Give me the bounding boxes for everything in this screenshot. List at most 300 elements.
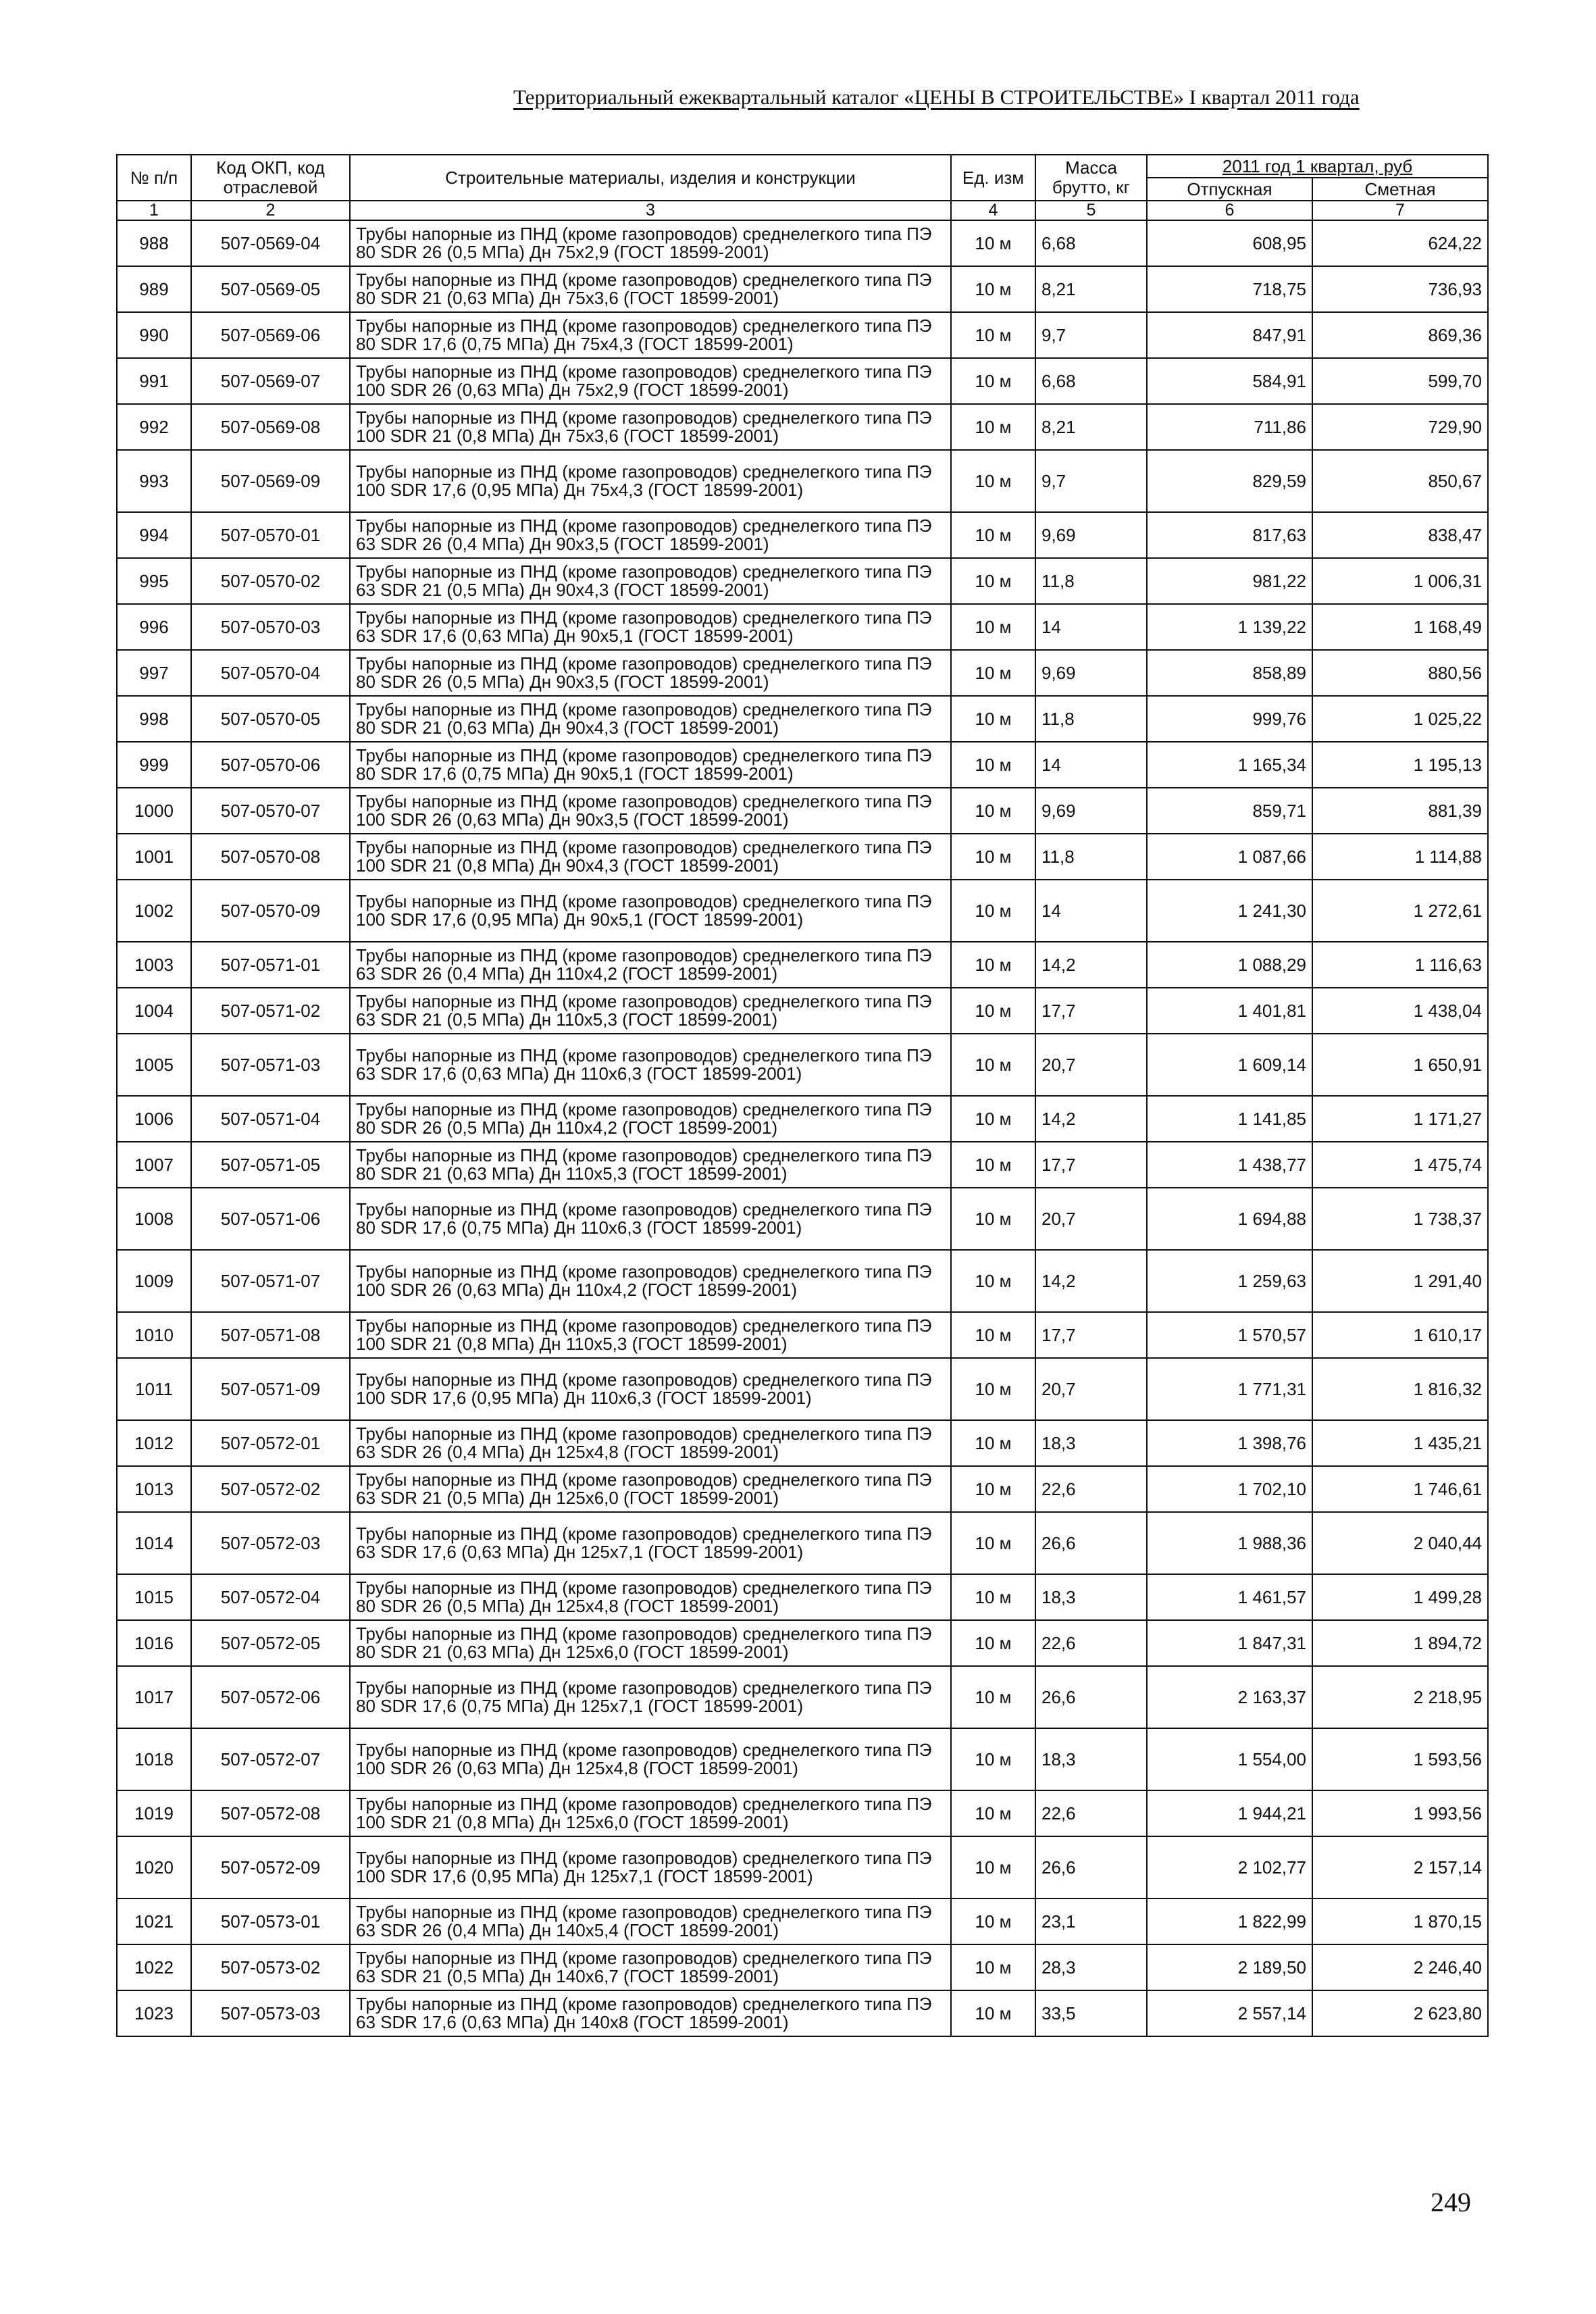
estimate-price-cell: 1 006,31 [1312, 558, 1488, 604]
gross-mass-cell: 11,8 [1035, 696, 1147, 742]
gross-mass-cell: 8,21 [1035, 404, 1147, 450]
okp-code-cell: 507-0570-06 [191, 742, 350, 788]
item-name-cell: Трубы напорные из ПНД (кроме газопроводов) среднелегкого типа ПЭ 63 SDR 21 (0,5 МПа) Дн 140х6,7 (ГОСТ 18599-2001) [350, 1944, 951, 1990]
table-row [117, 988, 1488, 1034]
row-number-cell: 998 [117, 696, 191, 742]
row-number-cell: 1010 [117, 1312, 191, 1358]
okp-code-cell: 507-0572-07 [191, 1728, 350, 1790]
row-number-cell: 1001 [117, 834, 191, 880]
item-name-cell: Трубы напорные из ПНД (кроме газопроводов) среднелегкого типа ПЭ 63 SDR 21 (0,5 МПа) Дн 110х5,3 (ГОСТ 18599-2001) [350, 988, 951, 1034]
okp-code-cell: 507-0572-09 [191, 1836, 350, 1898]
table-row [117, 358, 1488, 404]
item-name-cell: Трубы напорные из ПНД (кроме газопроводов) среднелегкого типа ПЭ 100 SDR 26 (0,63 МПа) Дн 110х4,2 (ГОСТ 18599-2001) [350, 1250, 951, 1312]
gross-mass-cell: 9,69 [1035, 788, 1147, 834]
estimate-price-cell: 1 610,17 [1312, 1312, 1488, 1358]
okp-code-cell: 507-0571-07 [191, 1250, 350, 1312]
okp-code-cell: 507-0571-03 [191, 1034, 350, 1096]
release-price-cell: 1 088,29 [1147, 942, 1312, 988]
row-number-cell: 991 [117, 358, 191, 404]
header-num: № п/п [117, 155, 191, 201]
table-row [117, 1142, 1488, 1188]
estimate-price-cell: 881,39 [1312, 788, 1488, 834]
unit-cell: 10 м [951, 942, 1035, 988]
page-header-title: Территориальный ежеквартальный каталог «ЦЕНЫ В СТРОИТЕЛЬСТВЕ» I квартал 2011 года [513, 85, 1360, 109]
item-name-cell: Трубы напорные из ПНД (кроме газопроводов) среднелегкого типа ПЭ 63 SDR 26 (0,4 МПа) Дн 110х4,2 (ГОСТ 18599-2001) [350, 942, 951, 988]
release-price-cell: 859,71 [1147, 788, 1312, 834]
okp-code-cell: 507-0571-04 [191, 1096, 350, 1142]
okp-code-cell: 507-0571-06 [191, 1188, 350, 1250]
gross-mass-cell: 18,3 [1035, 1574, 1147, 1620]
okp-code-cell: 507-0573-01 [191, 1898, 350, 1944]
release-price-cell: 1 944,21 [1147, 1790, 1312, 1836]
unit-cell: 10 м [951, 604, 1035, 650]
column-number: 3 [350, 201, 951, 220]
item-name-cell: Трубы напорные из ПНД (кроме газопроводов) среднелегкого типа ПЭ 80 SDR 17,6 (0,75 МПа) Дн 125х7,1 (ГОСТ 18599-2001) [350, 1666, 951, 1728]
okp-code-cell: 507-0571-09 [191, 1358, 350, 1420]
okp-code-cell: 507-0572-05 [191, 1620, 350, 1666]
table-row [117, 604, 1488, 650]
okp-code-cell: 507-0570-09 [191, 880, 350, 942]
table-row [117, 450, 1488, 512]
release-price-cell: 711,86 [1147, 404, 1312, 450]
release-price-cell: 1 139,22 [1147, 604, 1312, 650]
okp-code-cell: 507-0569-07 [191, 358, 350, 404]
release-price-cell: 981,22 [1147, 558, 1312, 604]
gross-mass-cell: 18,3 [1035, 1420, 1147, 1466]
item-name-cell: Трубы напорные из ПНД (кроме газопроводов) среднелегкого типа ПЭ 100 SDR 26 (0,63 МПа) Дн 125х4,8 (ГОСТ 18599-2001) [350, 1728, 951, 1790]
item-name-cell: Трубы напорные из ПНД (кроме газопроводов) среднелегкого типа ПЭ 80 SDR 21 (0,63 МПа) Дн 90х4,3 (ГОСТ 18599-2001) [350, 696, 951, 742]
item-name-cell: Трубы напорные из ПНД (кроме газопроводов) среднелегкого типа ПЭ 63 SDR 17,6 (0,63 МПа) Дн 125х7,1 (ГОСТ 18599-2001) [350, 1512, 951, 1574]
item-name-cell: Трубы напорные из ПНД (кроме газопроводов) среднелегкого типа ПЭ 80 SDR 17,6 (0,75 МПа) Дн 90х5,1 (ГОСТ 18599-2001) [350, 742, 951, 788]
item-name-cell: Трубы напорные из ПНД (кроме газопроводов) среднелегкого типа ПЭ 63 SDR 21 (0,5 МПа) Дн 125х6,0 (ГОСТ 18599-2001) [350, 1466, 951, 1512]
gross-mass-cell: 20,7 [1035, 1358, 1147, 1420]
row-number-cell: 1023 [117, 1990, 191, 2036]
row-number-cell: 1021 [117, 1898, 191, 1944]
gross-mass-cell: 8,21 [1035, 266, 1147, 312]
gross-mass-cell: 23,1 [1035, 1898, 1147, 1944]
unit-cell: 10 м [951, 1790, 1035, 1836]
row-number-cell: 1006 [117, 1096, 191, 1142]
gross-mass-cell: 28,3 [1035, 1944, 1147, 1990]
release-price-cell: 1 847,31 [1147, 1620, 1312, 1666]
unit-cell: 10 м [951, 358, 1035, 404]
estimate-price-cell: 1 116,63 [1312, 942, 1488, 988]
estimate-price-cell: 736,93 [1312, 266, 1488, 312]
release-price-cell: 847,91 [1147, 312, 1312, 358]
item-name-cell: Трубы напорные из ПНД (кроме газопроводов) среднелегкого типа ПЭ 80 SDR 21 (0,63 МПа) Дн 110х5,3 (ГОСТ 18599-2001) [350, 1142, 951, 1188]
item-name-cell: Трубы напорные из ПНД (кроме газопроводов) среднелегкого типа ПЭ 80 SDR 26 (0,5 МПа) Дн 110х4,2 (ГОСТ 18599-2001) [350, 1096, 951, 1142]
okp-code-cell: 507-0570-05 [191, 696, 350, 742]
item-name-cell: Трубы напорные из ПНД (кроме газопроводов) среднелегкого типа ПЭ 100 SDR 21 (0,8 МПа) Дн 75х3,6 (ГОСТ 18599-2001) [350, 404, 951, 450]
column-number-row [117, 201, 1488, 220]
release-price-cell: 2 557,14 [1147, 1990, 1312, 2036]
okp-code-cell: 507-0572-03 [191, 1512, 350, 1574]
release-price-cell: 1 822,99 [1147, 1898, 1312, 1944]
item-name-cell: Трубы напорные из ПНД (кроме газопроводов) среднелегкого типа ПЭ 63 SDR 21 (0,5 МПа) Дн 90х4,3 (ГОСТ 18599-2001) [350, 558, 951, 604]
page-number: 249 [1431, 2187, 1471, 2217]
gross-mass-cell: 17,7 [1035, 988, 1147, 1034]
row-number-cell: 1020 [117, 1836, 191, 1898]
header-estimate-price: Сметная [1312, 178, 1488, 201]
table-row [117, 1096, 1488, 1142]
okp-code-cell: 507-0569-08 [191, 404, 350, 450]
item-name-cell: Трубы напорные из ПНД (кроме газопроводов) среднелегкого типа ПЭ 63 SDR 17,6 (0,63 МПа) Дн 140х8 (ГОСТ 18599-2001) [350, 1990, 951, 2036]
okp-code-cell: 507-0571-05 [191, 1142, 350, 1188]
row-number-cell: 1005 [117, 1034, 191, 1096]
table-row [117, 1250, 1488, 1312]
estimate-price-cell: 1 650,91 [1312, 1034, 1488, 1096]
item-name-cell: Трубы напорные из ПНД (кроме газопроводов) среднелегкого типа ПЭ 80 SDR 21 (0,63 МПа) Дн 125х6,0 (ГОСТ 18599-2001) [350, 1620, 951, 1666]
unit-cell: 10 м [951, 1312, 1035, 1358]
table-row [117, 1188, 1488, 1250]
column-number: 2 [191, 201, 350, 220]
unit-cell: 10 м [951, 1512, 1035, 1574]
estimate-price-cell: 2 218,95 [1312, 1666, 1488, 1728]
release-price-cell: 999,76 [1147, 696, 1312, 742]
gross-mass-cell: 11,8 [1035, 834, 1147, 880]
header-code: Код ОКП, код отраслевой [191, 155, 350, 201]
estimate-price-cell: 1 272,61 [1312, 880, 1488, 942]
estimate-price-cell: 880,56 [1312, 650, 1488, 696]
unit-cell: 10 м [951, 788, 1035, 834]
row-number-cell: 995 [117, 558, 191, 604]
table-row [117, 1312, 1488, 1358]
row-number-cell: 1011 [117, 1358, 191, 1420]
release-price-cell: 1 609,14 [1147, 1034, 1312, 1096]
gross-mass-cell: 14 [1035, 880, 1147, 942]
estimate-price-cell: 1 114,88 [1312, 834, 1488, 880]
header-mass: Масса брутто, кг [1035, 155, 1147, 201]
column-number: 6 [1147, 201, 1312, 220]
estimate-price-cell: 1 438,04 [1312, 988, 1488, 1034]
row-number-cell: 1018 [117, 1728, 191, 1790]
okp-code-cell: 507-0572-04 [191, 1574, 350, 1620]
okp-code-cell: 507-0572-01 [191, 1420, 350, 1466]
row-number-cell: 994 [117, 512, 191, 558]
gross-mass-cell: 11,8 [1035, 558, 1147, 604]
header-unit: Ед. изм [951, 155, 1035, 201]
okp-code-cell: 507-0571-01 [191, 942, 350, 988]
unit-cell: 10 м [951, 1620, 1035, 1666]
unit-cell: 10 м [951, 512, 1035, 558]
table-header [117, 155, 1488, 220]
release-price-cell: 2 102,77 [1147, 1836, 1312, 1898]
row-number-cell: 1017 [117, 1666, 191, 1728]
estimate-price-cell: 1 746,61 [1312, 1466, 1488, 1512]
item-name-cell: Трубы напорные из ПНД (кроме газопроводов) среднелегкого типа ПЭ 63 SDR 17,6 (0,63 МПа) Дн 110х6,3 (ГОСТ 18599-2001) [350, 1034, 951, 1096]
unit-cell: 10 м [951, 1898, 1035, 1944]
release-price-cell: 1 398,76 [1147, 1420, 1312, 1466]
table-body [117, 220, 1488, 2036]
unit-cell: 10 м [951, 1990, 1035, 2036]
row-number-cell: 1000 [117, 788, 191, 834]
row-number-cell: 1009 [117, 1250, 191, 1312]
column-number: 1 [117, 201, 191, 220]
table-row [117, 834, 1488, 880]
okp-code-cell: 507-0569-09 [191, 450, 350, 512]
table-row [117, 1944, 1488, 1990]
estimate-price-cell: 599,70 [1312, 358, 1488, 404]
release-price-cell: 1 694,88 [1147, 1188, 1312, 1250]
estimate-price-cell: 1 499,28 [1312, 1574, 1488, 1620]
table-row [117, 1512, 1488, 1574]
item-name-cell: Трубы напорные из ПНД (кроме газопроводов) среднелегкого типа ПЭ 80 SDR 17,6 (0,75 МПа) Дн 75х4,3 (ГОСТ 18599-2001) [350, 312, 951, 358]
table-row [117, 266, 1488, 312]
row-number-cell: 988 [117, 220, 191, 266]
okp-code-cell: 507-0573-03 [191, 1990, 350, 2036]
estimate-price-cell: 1 475,74 [1312, 1142, 1488, 1188]
row-number-cell: 996 [117, 604, 191, 650]
gross-mass-cell: 20,7 [1035, 1188, 1147, 1250]
gross-mass-cell: 9,7 [1035, 450, 1147, 512]
release-price-cell: 1 461,57 [1147, 1574, 1312, 1620]
row-number-cell: 993 [117, 450, 191, 512]
estimate-price-cell: 1 171,27 [1312, 1096, 1488, 1142]
gross-mass-cell: 18,3 [1035, 1728, 1147, 1790]
okp-code-cell: 507-0572-08 [191, 1790, 350, 1836]
release-price-cell: 1 141,85 [1147, 1096, 1312, 1142]
table-row [117, 312, 1488, 358]
release-price-cell: 1 570,57 [1147, 1312, 1312, 1358]
estimate-price-cell: 1 816,32 [1312, 1358, 1488, 1420]
unit-cell: 10 м [951, 1836, 1035, 1898]
item-name-cell: Трубы напорные из ПНД (кроме газопроводов) среднелегкого типа ПЭ 100 SDR 21 (0,8 МПа) Дн 110х5,3 (ГОСТ 18599-2001) [350, 1312, 951, 1358]
release-price-cell: 817,63 [1147, 512, 1312, 558]
gross-mass-cell: 14,2 [1035, 1096, 1147, 1142]
release-price-cell: 2 163,37 [1147, 1666, 1312, 1728]
gross-mass-cell: 9,69 [1035, 650, 1147, 696]
row-number-cell: 1012 [117, 1420, 191, 1466]
unit-cell: 10 м [951, 1944, 1035, 1990]
gross-mass-cell: 14,2 [1035, 942, 1147, 988]
gross-mass-cell: 22,6 [1035, 1790, 1147, 1836]
unit-cell: 10 м [951, 988, 1035, 1034]
gross-mass-cell: 9,7 [1035, 312, 1147, 358]
item-name-cell: Трубы напорные из ПНД (кроме газопроводов) среднелегкого типа ПЭ 63 SDR 26 (0,4 МПа) Дн 90х3,5 (ГОСТ 18599-2001) [350, 512, 951, 558]
release-price-cell: 1 401,81 [1147, 988, 1312, 1034]
table-row [117, 1358, 1488, 1420]
gross-mass-cell: 20,7 [1035, 1034, 1147, 1096]
unit-cell: 10 м [951, 1420, 1035, 1466]
table-row [117, 1466, 1488, 1512]
item-name-cell: Трубы напорные из ПНД (кроме газопроводов) среднелегкого типа ПЭ 80 SDR 26 (0,5 МПа) Дн 90х3,5 (ГОСТ 18599-2001) [350, 650, 951, 696]
item-name-cell: Трубы напорные из ПНД (кроме газопроводов) среднелегкого типа ПЭ 100 SDR 26 (0,63 МПа) Дн 90х3,5 (ГОСТ 18599-2001) [350, 788, 951, 834]
okp-code-cell: 507-0570-02 [191, 558, 350, 604]
item-name-cell: Трубы напорные из ПНД (кроме газопроводов) среднелегкого типа ПЭ 80 SDR 21 (0,63 МПа) Дн 75х3,6 (ГОСТ 18599-2001) [350, 266, 951, 312]
release-price-cell: 718,75 [1147, 266, 1312, 312]
release-price-cell: 1 241,30 [1147, 880, 1312, 942]
table-row [117, 1790, 1488, 1836]
release-price-cell: 1 259,63 [1147, 1250, 1312, 1312]
estimate-price-cell: 2 623,80 [1312, 1990, 1488, 2036]
row-number-cell: 1013 [117, 1466, 191, 1512]
estimate-price-cell: 729,90 [1312, 404, 1488, 450]
release-price-cell: 1 988,36 [1147, 1512, 1312, 1574]
item-name-cell: Трубы напорные из ПНД (кроме газопроводов) среднелегкого типа ПЭ 100 SDR 17,6 (0,95 МПа) Дн 110х6,3 (ГОСТ 18599-2001) [350, 1358, 951, 1420]
table-row [117, 942, 1488, 988]
release-price-cell: 1 771,31 [1147, 1358, 1312, 1420]
unit-cell: 10 м [951, 266, 1035, 312]
okp-code-cell: 507-0569-06 [191, 312, 350, 358]
unit-cell: 10 м [951, 1728, 1035, 1790]
gross-mass-cell: 14,2 [1035, 1250, 1147, 1312]
header-release-price: Отпускная [1147, 178, 1312, 201]
gross-mass-cell: 14 [1035, 604, 1147, 650]
table-row [117, 1836, 1488, 1898]
row-number-cell: 1007 [117, 1142, 191, 1188]
item-name-cell: Трубы напорные из ПНД (кроме газопроводов) среднелегкого типа ПЭ 100 SDR 17,6 (0,95 МПа) Дн 75х4,3 (ГОСТ 18599-2001) [350, 450, 951, 512]
column-number: 4 [951, 201, 1035, 220]
unit-cell: 10 м [951, 1358, 1035, 1420]
unit-cell: 10 м [951, 1250, 1035, 1312]
estimate-price-cell: 2 040,44 [1312, 1512, 1488, 1574]
estimate-price-cell: 869,36 [1312, 312, 1488, 358]
item-name-cell: Трубы напорные из ПНД (кроме газопроводов) среднелегкого типа ПЭ 80 SDR 26 (0,5 МПа) Дн 125х4,8 (ГОСТ 18599-2001) [350, 1574, 951, 1620]
item-name-cell: Трубы напорные из ПНД (кроме газопроводов) среднелегкого типа ПЭ 80 SDR 26 (0,5 МПа) Дн 75х2,9 (ГОСТ 18599-2001) [350, 220, 951, 266]
unit-cell: 10 м [951, 1034, 1035, 1096]
table-row [117, 1574, 1488, 1620]
estimate-price-cell: 2 246,40 [1312, 1944, 1488, 1990]
release-price-cell: 584,91 [1147, 358, 1312, 404]
table-row [117, 1666, 1488, 1728]
estimate-price-cell: 1 195,13 [1312, 742, 1488, 788]
release-price-cell: 608,95 [1147, 220, 1312, 266]
gross-mass-cell: 26,6 [1035, 1666, 1147, 1728]
row-number-cell: 999 [117, 742, 191, 788]
unit-cell: 10 м [951, 696, 1035, 742]
row-number-cell: 989 [117, 266, 191, 312]
unit-cell: 10 м [951, 1096, 1035, 1142]
unit-cell: 10 м [951, 312, 1035, 358]
row-number-cell: 1016 [117, 1620, 191, 1666]
unit-cell: 10 м [951, 1466, 1035, 1512]
item-name-cell: Трубы напорные из ПНД (кроме газопроводов) среднелегкого типа ПЭ 100 SDR 26 (0,63 МПа) Дн 75х2,9 (ГОСТ 18599-2001) [350, 358, 951, 404]
table-row [117, 1990, 1488, 2036]
row-number-cell: 992 [117, 404, 191, 450]
header-name: Строительные материалы, изделия и конструкции [350, 155, 951, 201]
header-period: 2011 год 1 квартал, руб [1147, 155, 1488, 178]
row-number-cell: 1003 [117, 942, 191, 988]
okp-code-cell: 507-0570-08 [191, 834, 350, 880]
row-number-cell: 1004 [117, 988, 191, 1034]
unit-cell: 10 м [951, 558, 1035, 604]
row-number-cell: 1019 [117, 1790, 191, 1836]
table-row [117, 1728, 1488, 1790]
table-row [117, 220, 1488, 266]
gross-mass-cell: 22,6 [1035, 1620, 1147, 1666]
unit-cell: 10 м [951, 1666, 1035, 1728]
gross-mass-cell: 6,68 [1035, 358, 1147, 404]
gross-mass-cell: 26,6 [1035, 1836, 1147, 1898]
estimate-price-cell: 2 157,14 [1312, 1836, 1488, 1898]
row-number-cell: 1015 [117, 1574, 191, 1620]
item-name-cell: Трубы напорные из ПНД (кроме газопроводов) среднелегкого типа ПЭ 63 SDR 26 (0,4 МПа) Дн 125х4,8 (ГОСТ 18599-2001) [350, 1420, 951, 1466]
row-number-cell: 1002 [117, 880, 191, 942]
estimate-price-cell: 838,47 [1312, 512, 1488, 558]
gross-mass-cell: 26,6 [1035, 1512, 1147, 1574]
item-name-cell: Трубы напорные из ПНД (кроме газопроводов) среднелегкого типа ПЭ 100 SDR 17,6 (0,95 МПа) Дн 125х7,1 (ГОСТ 18599-2001) [350, 1836, 951, 1898]
item-name-cell: Трубы напорные из ПНД (кроме газопроводов) среднелегкого типа ПЭ 63 SDR 26 (0,4 МПа) Дн 140х5,4 (ГОСТ 18599-2001) [350, 1898, 951, 1944]
unit-cell: 10 м [951, 880, 1035, 942]
unit-cell: 10 м [951, 220, 1035, 266]
estimate-price-cell: 624,22 [1312, 220, 1488, 266]
item-name-cell: Трубы напорные из ПНД (кроме газопроводов) среднелегкого типа ПЭ 100 SDR 21 (0,8 МПа) Дн 90х4,3 (ГОСТ 18599-2001) [350, 834, 951, 880]
release-price-cell: 1 087,66 [1147, 834, 1312, 880]
gross-mass-cell: 9,69 [1035, 512, 1147, 558]
okp-code-cell: 507-0570-01 [191, 512, 350, 558]
price-catalog-table [116, 154, 1489, 2037]
unit-cell: 10 м [951, 1142, 1035, 1188]
okp-code-cell: 507-0569-04 [191, 220, 350, 266]
row-number-cell: 1014 [117, 1512, 191, 1574]
gross-mass-cell: 33,5 [1035, 1990, 1147, 2036]
estimate-price-cell: 850,67 [1312, 450, 1488, 512]
release-price-cell: 1 702,10 [1147, 1466, 1312, 1512]
item-name-cell: Трубы напорные из ПНД (кроме газопроводов) среднелегкого типа ПЭ 80 SDR 17,6 (0,75 МПа) Дн 110х6,3 (ГОСТ 18599-2001) [350, 1188, 951, 1250]
estimate-price-cell: 1 291,40 [1312, 1250, 1488, 1312]
gross-mass-cell: 17,7 [1035, 1312, 1147, 1358]
okp-code-cell: 507-0569-05 [191, 266, 350, 312]
table-row [117, 1898, 1488, 1944]
estimate-price-cell: 1 435,21 [1312, 1420, 1488, 1466]
release-price-cell: 1 554,00 [1147, 1728, 1312, 1790]
gross-mass-cell: 6,68 [1035, 220, 1147, 266]
okp-code-cell: 507-0571-02 [191, 988, 350, 1034]
unit-cell: 10 м [951, 1574, 1035, 1620]
unit-cell: 10 м [951, 404, 1035, 450]
gross-mass-cell: 22,6 [1035, 1466, 1147, 1512]
unit-cell: 10 м [951, 742, 1035, 788]
gross-mass-cell: 14 [1035, 742, 1147, 788]
estimate-price-cell: 1 870,15 [1312, 1898, 1488, 1944]
table-row [117, 512, 1488, 558]
estimate-price-cell: 1 025,22 [1312, 696, 1488, 742]
unit-cell: 10 м [951, 650, 1035, 696]
item-name-cell: Трубы напорные из ПНД (кроме газопроводов) среднелегкого типа ПЭ 100 SDR 17,6 (0,95 МПа) Дн 90х5,1 (ГОСТ 18599-2001) [350, 880, 951, 942]
table-row [117, 650, 1488, 696]
table-row [117, 788, 1488, 834]
release-price-cell: 858,89 [1147, 650, 1312, 696]
okp-code-cell: 507-0570-07 [191, 788, 350, 834]
okp-code-cell: 507-0573-02 [191, 1944, 350, 1990]
release-price-cell: 2 189,50 [1147, 1944, 1312, 1990]
estimate-price-cell: 1 738,37 [1312, 1188, 1488, 1250]
table-row [117, 880, 1488, 942]
table-row [117, 696, 1488, 742]
estimate-price-cell: 1 593,56 [1312, 1728, 1488, 1790]
gross-mass-cell: 17,7 [1035, 1142, 1147, 1188]
release-price-cell: 829,59 [1147, 450, 1312, 512]
table-row [117, 1420, 1488, 1466]
unit-cell: 10 м [951, 1188, 1035, 1250]
estimate-price-cell: 1 894,72 [1312, 1620, 1488, 1666]
table-row [117, 742, 1488, 788]
row-number-cell: 990 [117, 312, 191, 358]
table-row [117, 404, 1488, 450]
unit-cell: 10 м [951, 450, 1035, 512]
table-row [117, 1034, 1488, 1096]
okp-code-cell: 507-0572-02 [191, 1466, 350, 1512]
okp-code-cell: 507-0572-06 [191, 1666, 350, 1728]
column-number: 7 [1312, 201, 1488, 220]
table-row [117, 558, 1488, 604]
okp-code-cell: 507-0570-04 [191, 650, 350, 696]
release-price-cell: 1 165,34 [1147, 742, 1312, 788]
column-number: 5 [1035, 201, 1147, 220]
estimate-price-cell: 1 168,49 [1312, 604, 1488, 650]
item-name-cell: Трубы напорные из ПНД (кроме газопроводов) среднелегкого типа ПЭ 100 SDR 21 (0,8 МПа) Дн 125х6,0 (ГОСТ 18599-2001) [350, 1790, 951, 1836]
okp-code-cell: 507-0570-03 [191, 604, 350, 650]
